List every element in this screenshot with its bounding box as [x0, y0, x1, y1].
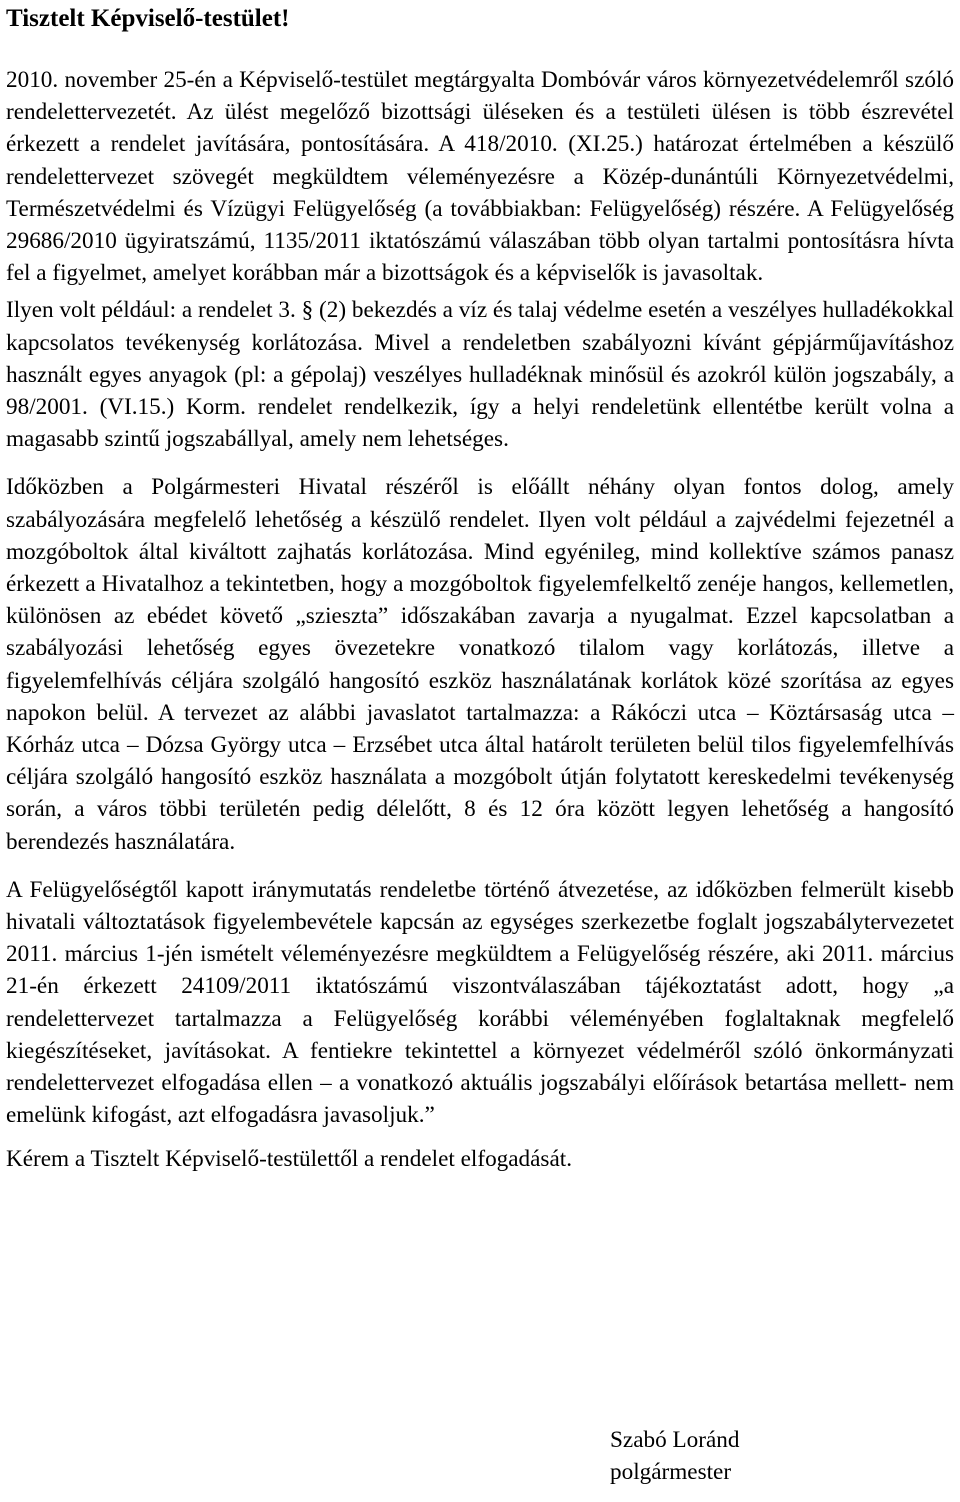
signer-title: polgármester — [610, 1459, 732, 1485]
paragraph-3: Időközben a Polgármesteri Hivatal részéről is előállt néhány olyan fontos dolog, amely szabályozására megfelelő lehetőség a készülő rendelet. Ilyen volt például a zajvédelmi fejezetnél a mozgóboltok által kiváltott zajhatás korlátozása. Mind egyénileg, mind kollektíve számos panasz érkezett a Hivatalhoz a tekintetben, hogy a mozgóboltok figyelemfelkeltő zenéje hangos, kellemetlen, különösen az ebédet követő „sziesztа” időszakában zavarja a nyugalmat. Ezzel kapcsolatban a szabályozási lehetőség egyes övezetekre vonatkozó tilalom vagy korlátozás, illetve a figyelemfelhívás céljára szolgáló hangosító eszköz használatának korlátok közé szorítása az egyes napokon belül. A tervezet az alábbi javaslatot tartalmazza: a Rákóczi utca – Köztársaság utca – Kórház utca – Dózsa György utca – Erzsébet utca által határolt területen belül tilos figyelemfelhívás céljára szolgáló hangosító eszköz használata a mozgóbolt útján folytatott kereskedelmi tevékenység során, a város többi területén pedig délelőtt, 8 és 12 óra között legyen lehetőség a hangosító berendezés használatára. — [6, 474, 954, 855]
greeting-heading: Tisztelt Képviselő-testület! — [6, 5, 290, 32]
signature-block — [610, 1424, 739, 1488]
paragraph-2: Ilyen volt például: a rendelet 3. § (2) bekezdés a víz és talaj védelme esetén a veszélyes hulladékokkal kapcsolatos tevékenység korlátozása. Mivel a rendeletben szabályozni kívánt gépjárműjavításhoz használt egyes anyagok (pl: a gépolaj) veszélyes hulladéknak minősül és azokról külön jogszabály, a 98/2001. (VI.15.) Korm. rendelet rendelkezik, így a helyi rendeletünk ellentétbe került volna a magasabb szintű jogszabállyal, amely nem lehetséges. — [6, 297, 954, 453]
closing-request: Kérem a Tisztelt Képviselő-testülettől a rendelet elfogadását. — [6, 1145, 572, 1172]
signer-name: Szabó Loránd — [610, 1427, 740, 1453]
paragraph-1: 2010. november 25-én a Képviselő-testület megtárgyalta Dombóvár város környezetvédelemről szóló rendelettervezetét. Az ülést megelőző bizottsági üléseken és a testületi ülésen is több észrevétel érkezett a rendelet javítására, pontosítására. A 418/2010. (XI.25.) határozat értelmében a készülő rendelettervezet szövegét megküldtem véleményezésre a Közép-dunántúli Környezetvédelmi, Természetvédelmi és Vízügyi Felügyelőség (a továbbiakban: Felügyelőség) részére. A Felügyelőség 29686/2010 ügyiratszámú, 1135/2011 iktatószámú válaszában több olyan tartalmi pontosításra hívta fel a figyelmet, amelyet korábban már a bizottságok és a képviselők is javasoltak. — [6, 67, 954, 287]
paragraph-4: A Felügyelőségtől kapott iránymutatás rendeletbe történő átvezetése, az időközben felmerült kisebb hivatali változtatások figyelembevétele kapcsán az egységes szerkezetbe foglalt jogszabálytervezetet 2011. március 1-jén ismételt véleményezésre megküldtem a Felügyelőség részére, aki 2011. március 21-én érkezett 24109/2011 iktatószámú viszontválaszában tájékoztatást adott, hogy „a rendelettervezet tartalmazza a Felügyelőség korábbi véleményében foglaltaknak megfelelő kiegészítéseket, javításokat. A fentiekre tekintettel a környezet védelméről szóló önkormányzati rendelettervezet elfogadása ellen – a vonatkozó aktuális jogszabályi előírások betartása mellett- nem emelünk kifogást, azt elfogadásra javasoljuk.” — [6, 876, 954, 1129]
document-page — [6, 0, 954, 1175]
